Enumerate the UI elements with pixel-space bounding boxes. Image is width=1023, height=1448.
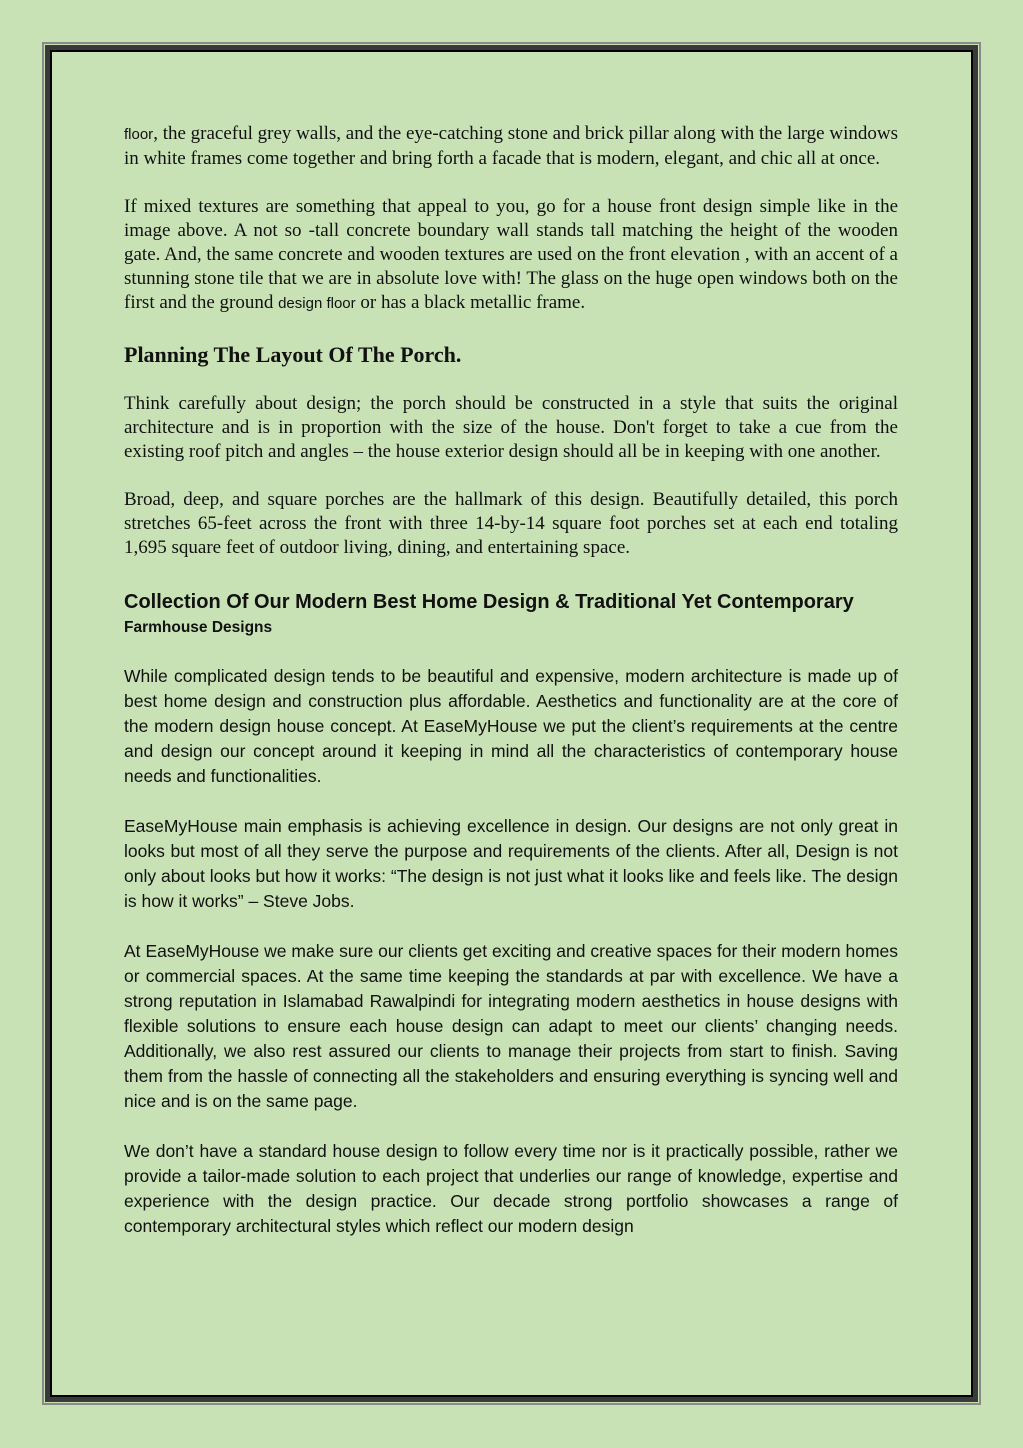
paragraph-excellence: EaseMyHouse main emphasis is achieving excellence in design. Our designs are not only great in looks but most of all they serve the purpose and requirements of the clients. After all, Design is not only about looks but how it works: “The design is not just what it looks like and feels like. The design is how it works” – Steve Jobs.	[124, 816, 898, 911]
document-body	[124, 122, 898, 1264]
heading-collection: Collection Of Our Modern Best Home Design & Traditional Yet Contemporary	[124, 591, 854, 613]
subheading-farmhouse: Farmhouse Designs	[124, 619, 273, 636]
paragraph-mixed-textures-text: If mixed textures are something that appeal to you, go for a house front design simple like in the image above. A not so -tall concrete boundary wall stands tall matching the height of the wooden gate. And, the same concrete and wooden textures are used on the front elevation , with an accent of a stunning stone tile that we are in absolute love with! The glass on the huge open windows both on the first and the ground	[124, 196, 898, 313]
paragraph-modern-architecture: While complicated design tends to be beautiful and expensive, modern architecture is made up of best home design and construction plus affordable. Aesthetics and functionality are at the core of the modern design house concept. At EaseMyHouse we put the client’s requirements at the centre and design our concept around it keeping in mind all the characteristics of contemporary house needs and functionalities.	[124, 666, 898, 786]
paragraph-clients: At EaseMyHouse we make sure our clients get exciting and creative spaces for their modern homes or commercial spaces. At the same time keeping the standards at par with excellence. We have a strong reputation in Islamabad Rawalpindi for integrating modern aesthetics in house designs with flexible solutions to ensure each house design can adapt to meet our clients’ changing needs. Additionally, we also rest assured our clients to manage their projects from start to finish. Saving them from the hassle of connecting all the stakeholders and ensuring everything is syncing well and nice and is on the same page.	[124, 941, 898, 1111]
paragraph-facade-text: , the graceful grey walls, and the eye-catching stone and brick pillar along with the large windows in white frames come together and bring forth a facade that is modern, elegant, and chic all at once.	[124, 123, 898, 169]
paragraph-mixed-textures-end: or has a black metallic frame.	[355, 292, 586, 313]
paragraph-facade	[124, 122, 898, 171]
heading-porch-layout: Planning The Layout Of The Porch.	[124, 342, 462, 367]
paragraph-porch-design: Think carefully about design; the porch should be constructed in a style that suits the original architecture and is in proportion with the size of the house. Don't forget to take a cue from the existing roof pitch and angles – the house exterior design should all be in keeping with one another.	[124, 393, 898, 462]
paragraph-tailor-made: We don’t have a standard house design to follow every time nor is it practically possible, rather we provide a tailor-made solution to each project that underlies our range of knowledge, expertise and experience with the design practice. Our decade strong portfolio showcases a range of contemporary architectural styles which reflect our modern design	[124, 1141, 898, 1236]
floor-link[interactable]: floor	[124, 126, 154, 143]
paragraph-porch-size: Broad, deep, and square porches are the hallmark of this design. Beautifully detailed, this porch stretches 65-feet across the front with three 14-by-14 square foot porches set at each end totaling 1,695 square feet of outdoor living, dining, and entertaining space.	[124, 489, 898, 558]
design-floor-link[interactable]: design floor	[278, 295, 356, 312]
paragraph-mixed-textures	[124, 195, 898, 316]
